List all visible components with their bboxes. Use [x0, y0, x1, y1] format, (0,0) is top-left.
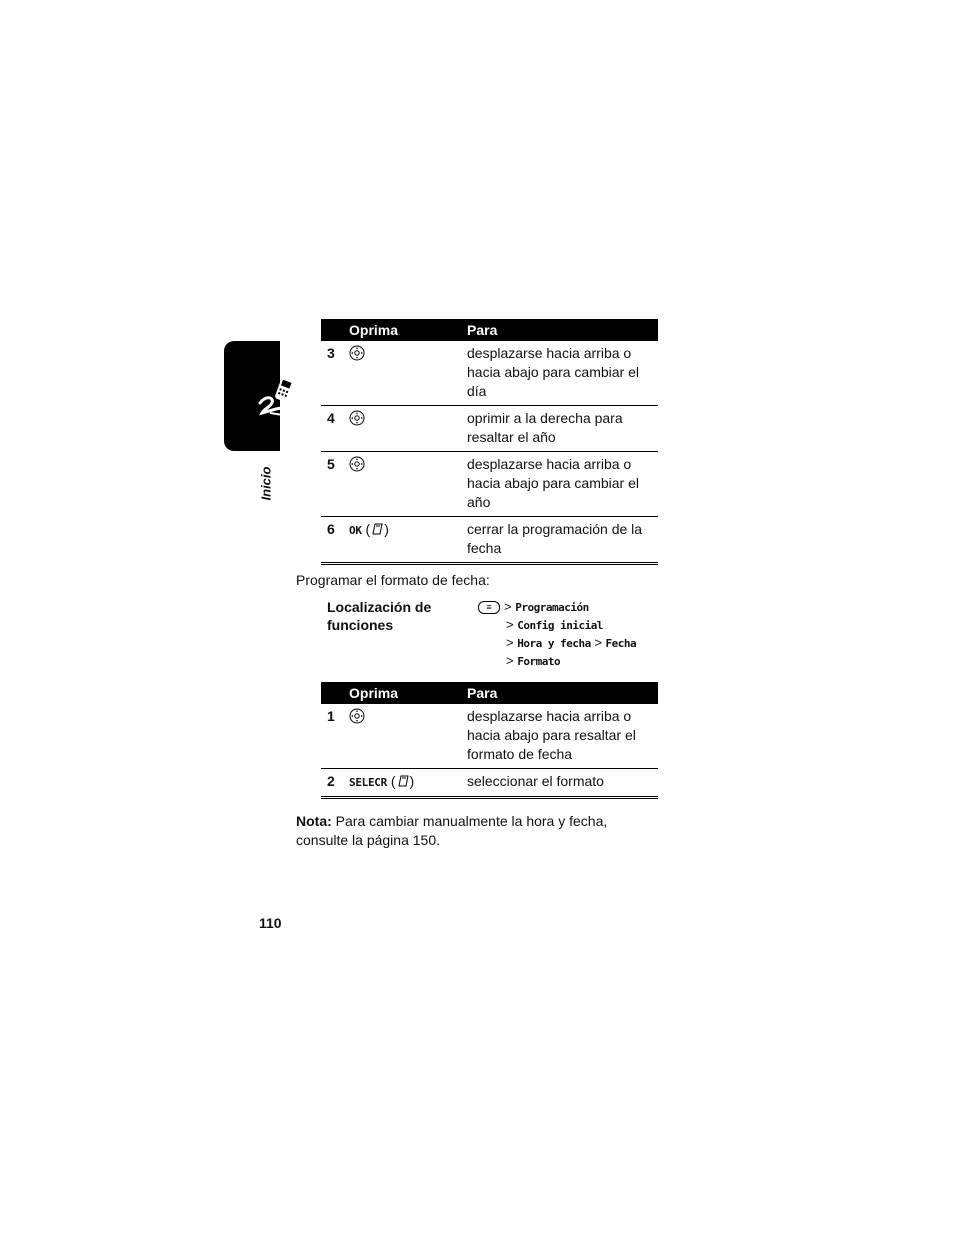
step-description: desplazarse hacia arriba o hacia abajo para resaltar el formato de fecha — [467, 704, 658, 769]
chapter-tab — [224, 341, 280, 451]
key-cell: SELECR ( ) — [349, 769, 467, 798]
table-row — [321, 406, 658, 452]
nav-key-icon — [349, 345, 365, 361]
intro-text: Programar el formato de fecha: — [296, 572, 490, 588]
step-number: 5 — [321, 452, 349, 517]
step-description: desplazarse hacia arriba o hacia abajo para cambiar el día — [467, 341, 658, 406]
feature-label: Localización de funciones — [327, 599, 432, 633]
menu-item: Fecha — [605, 637, 637, 650]
softkey-icon — [396, 774, 410, 788]
phone-with-hand-icon — [256, 373, 304, 423]
table-row — [321, 769, 658, 798]
key-cell — [349, 406, 467, 452]
page-number: 110 — [259, 915, 282, 931]
table-row — [321, 341, 658, 406]
menu-key-icon: ≡ — [478, 601, 500, 614]
step-number: 1 — [321, 704, 349, 769]
header-oprima: Oprima — [349, 682, 467, 704]
table-row — [321, 704, 658, 769]
menu-path: ≡ > Programación > Config inicial > Hora y fecha > Fecha > Formato — [478, 598, 636, 670]
header-oprima: Oprima — [349, 319, 467, 341]
step-description: desplazarse hacia arriba o hacia abajo para cambiar el año — [467, 452, 658, 517]
feature-path — [327, 598, 657, 670]
step-number: 6 — [321, 517, 349, 564]
menu-item: Config inicial — [517, 619, 603, 632]
softkey-label: SELECR — [349, 776, 387, 789]
table-row — [321, 452, 658, 517]
chapter-label: Inicio — [258, 466, 274, 501]
note-label: Nota: — [296, 813, 332, 829]
table-header — [321, 682, 658, 704]
note — [296, 812, 626, 850]
menu-item: Hora y fecha — [517, 637, 591, 650]
nav-key-icon — [349, 708, 365, 724]
header-para: Para — [467, 682, 658, 704]
note-text: Para cambiar manualmente la hora y fecha, consulte la página 150. — [296, 813, 608, 848]
step-number: 2 — [321, 769, 349, 798]
menu-item: Formato — [517, 655, 561, 668]
key-cell — [349, 704, 467, 769]
softkey-icon — [370, 522, 384, 536]
nav-key-icon — [349, 456, 365, 472]
header-para: Para — [467, 319, 658, 341]
key-cell — [349, 341, 467, 406]
step-number: 4 — [321, 406, 349, 452]
nav-key-icon — [349, 410, 365, 426]
key-cell: OK ( ) — [349, 517, 467, 564]
step-description: seleccionar el formato — [467, 769, 658, 798]
key-cell — [349, 452, 467, 517]
table-header — [321, 319, 658, 341]
key-table-format — [321, 682, 658, 799]
step-description: oprimir a la derecha para resaltar el año — [467, 406, 658, 452]
table-row — [321, 517, 658, 564]
softkey-label: OK — [349, 524, 362, 537]
step-number: 3 — [321, 341, 349, 406]
menu-item: Programación — [515, 601, 589, 614]
key-table-date — [321, 319, 658, 565]
step-description: cerrar la programación de la fecha — [467, 517, 658, 564]
